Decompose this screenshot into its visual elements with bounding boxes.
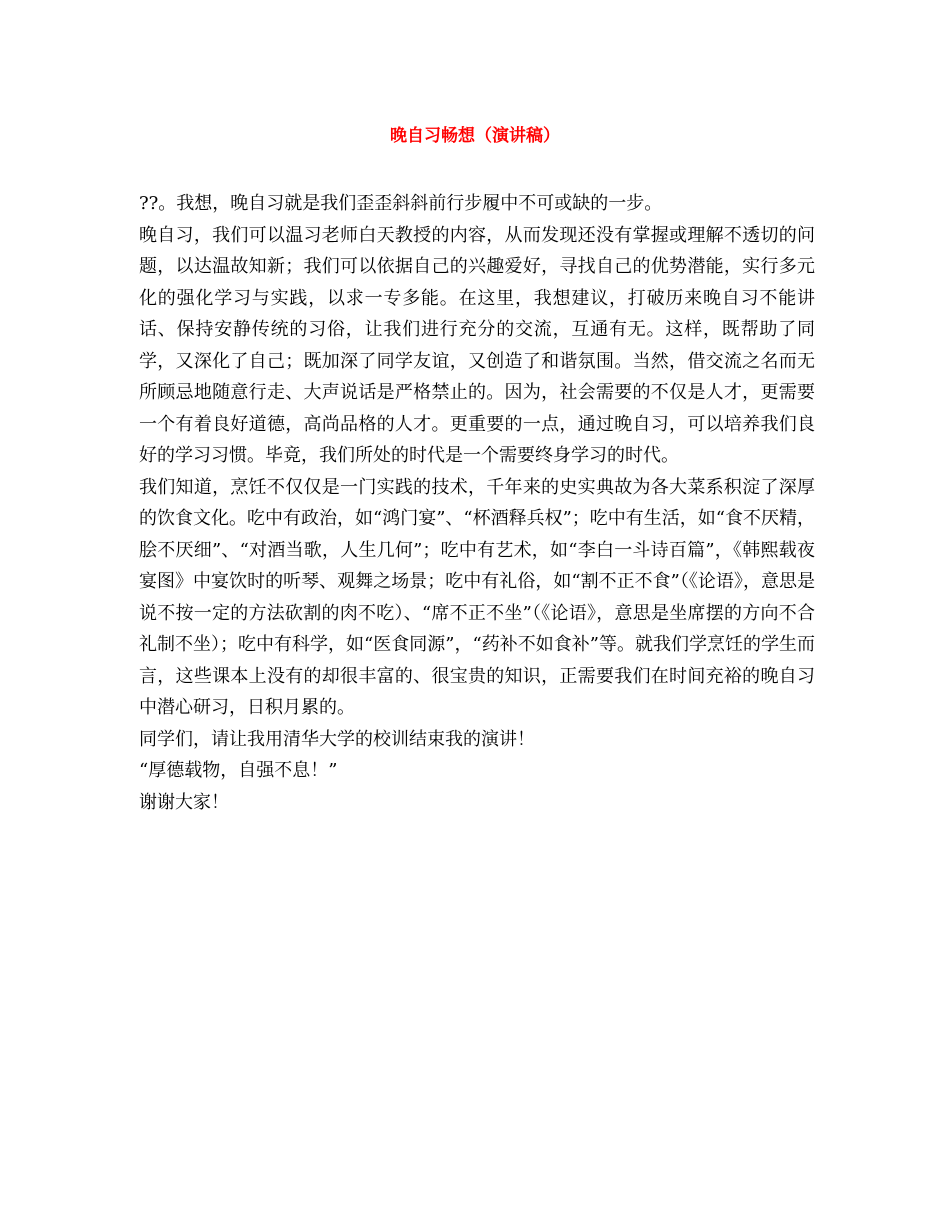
paragraph-cooking-culture: 我们知道，烹饪不仅仅是一门实践的技术，千年来的史实典故为各大菜系积淀了深厚的饮食文化。吃中有政治，如“鸿门宴”、“杯酒释兵权”；吃中有生活，如“食不厌精，脍不厌细”、“对酒当歌，人生几何”；吃中有艺术，如“李白一斗诗百篇”，《韩熙载夜宴图》中宴饮时的听琴、观舞之场景；吃中有礼俗，如“割不正不食”（《论语》，意思是说不按一定的方法砍割的肉不吃）、“席不正不坐”（《论语》，意思是坐席摆的方向不合礼制不坐）；吃中有科学，如“医食同源”，“药补不如食补”等。就我们学烹饪的学生而言，这些课本上没有的却很丰富的、很宝贵的知识，正需要我们在时间充裕的晚自习中潜心研习，日积月累的。 [139, 476, 816, 718]
paragraph-motto: “厚德载物，自强不息！” [139, 760, 338, 781]
paragraph-intro: ??。我想，晚自习就是我们歪歪斜斜前行步履中不可或缺的一步。 [139, 193, 663, 214]
document-body [139, 188, 815, 818]
paragraph-evening-study: 晚自习，我们可以温习老师白天教授的内容，从而发现还没有掌握或理解不透切的问题，以达温故知新；我们可以依据自己的兴趣爱好，寻找自己的优势潜能，实行多元化的强化学习与实践，以求一专多能。在这里，我想建议，打破历来晚自习不能讲话、保持安静传统的习俗，让我们进行充分的交流，互通有无。这样，既帮助了同学，又深化了自己；既加深了同学友谊，又创造了和谐氛围。当然，借交流之名而无所顾忌地随意行走、大声说话是严格禁止的。因为，社会需要的不仅是人才，更需要一个有着良好道德，高尚品格的人才。更重要的一点，通过晚自习，可以培养我们良好的学习习惯。毕竟，我们所处的时代是一个需要终身学习的时代。 [139, 224, 815, 466]
page-title: 晚自习畅想（演讲稿） [390, 126, 560, 146]
paragraph-thanks: 谢谢大家！ [139, 791, 229, 813]
paragraph-closing: 同学们，请让我用清华大学的校训结束我的演讲！ [139, 728, 535, 750]
